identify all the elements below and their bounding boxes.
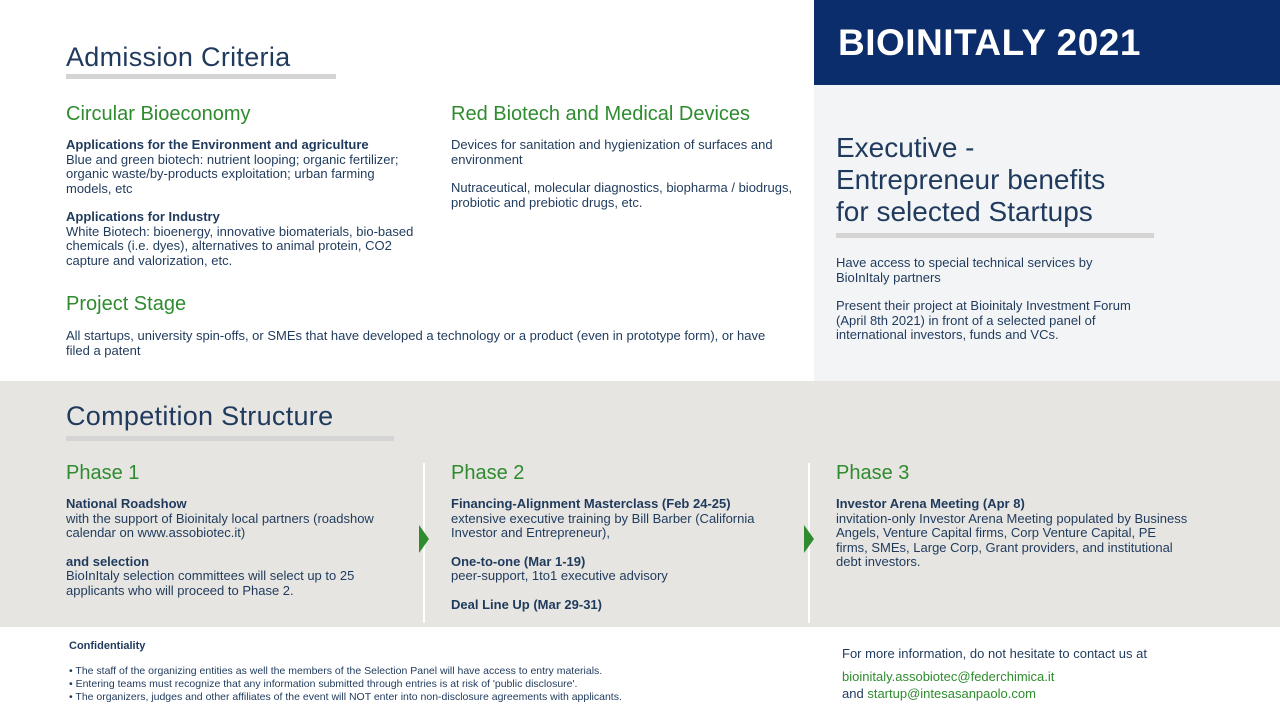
admission-title: Admission Criteria xyxy=(66,42,291,72)
phase3-investor-arena-text: invitation-only Investor Arena Meeting populated by Business Angels, Venture Capital firms, Corp Venture Capital, PE firms, SMEs, Large Corp, Grant providers, and institutional debt investors. xyxy=(836,510,1188,569)
confidentiality-title: Confidentiality xyxy=(69,640,146,652)
benefits-underline xyxy=(836,233,1154,238)
red-p2: Nutraceutical, molecular diagnostics, biopharma / biodrugs, probiotic and prebiotic drugs, etc. xyxy=(451,180,793,210)
competition-underline xyxy=(66,436,394,441)
phase3-content xyxy=(836,497,1191,584)
contact-intro: For more information, do not hesitate to contact us at xyxy=(842,646,1147,661)
confidentiality-item: • Entering teams must recognize that any information submitted through entries is at risk of 'public disclosure'. xyxy=(69,678,578,690)
confidentiality-item: • The staff of the organizing entities as well the members of the Selection Panel will have access to entry materials. xyxy=(69,665,603,677)
phase1-selection: and selection xyxy=(66,553,150,569)
competition-section xyxy=(0,381,1280,627)
banner-title: BIOINITALY 2021 xyxy=(838,22,1141,63)
red-biotech-heading: Red Biotech and Medical Devices xyxy=(451,103,751,125)
phase2-content xyxy=(451,497,801,612)
email-link-assobiotec[interactable]: bioinitaly.assobiotec@federchimica.it xyxy=(842,669,1055,684)
industry-text: White Biotech: bioenergy, innovative biomaterials, bio-based chemicals (i.e. dyes), alternatives to animal protein, CO2 capture and valorization, etc. xyxy=(66,223,414,268)
phase2-heading: Phase 2 xyxy=(451,462,525,484)
circular-section xyxy=(66,138,416,282)
confidentiality-list xyxy=(69,665,799,704)
benefit-access: Have access to special technical services by BioInItaly partners xyxy=(836,255,1093,285)
benefits-panel xyxy=(814,85,1280,381)
circular-heading: Circular Bioeconomy xyxy=(66,103,251,125)
env-title: Applications for the Environment and agriculture xyxy=(66,137,369,152)
phase2-deal-line-up: Deal Line Up (Mar 29-31) xyxy=(451,596,602,612)
phase2-one-to-one-text: peer-support, 1to1 executive advisory xyxy=(451,568,668,583)
phase1-roadshow: National Roadshow xyxy=(66,496,187,511)
phase1-heading: Phase 1 xyxy=(66,462,140,484)
red-biotech-section xyxy=(451,138,796,224)
chevron-right-icon xyxy=(419,525,429,553)
project-stage-heading: Project Stage xyxy=(66,293,187,315)
project-stage-text: All startups, university spin-offs, or SMEs that have developed a technology or a product (even in prototype form), or have filed a patent xyxy=(66,328,766,358)
benefits-title: Executive - Entrepreneur benefits for selected Startups xyxy=(836,132,1106,227)
industry-title: Applications for Industry xyxy=(66,209,220,224)
phase1-content xyxy=(66,497,411,612)
env-text: Blue and green biotech: nutrient looping; organic fertilizer; organic waste/by-products exploitation; urban farming models, etc xyxy=(66,151,399,196)
email-link-intesa[interactable]: startup@intesasanpaolo.com xyxy=(867,686,1036,701)
phase1-selection-text: BioInItaly selection committees will select up to 25 applicants who will proceed to Phase 2. xyxy=(66,568,355,598)
chevron-right-icon xyxy=(804,525,814,553)
admission-underline xyxy=(66,74,336,79)
red-p1: Devices for sanitation and hygienization of surfaces and environment xyxy=(451,137,773,167)
phase3-heading: Phase 3 xyxy=(836,462,910,484)
phase2-masterclass-text: extensive executive training by Bill Barber (California Investor and Entrepreneur), xyxy=(451,510,755,540)
contact-and: and xyxy=(842,686,864,701)
phase2-one-to-one: One-to-one (Mar 1-19) xyxy=(451,553,586,569)
benefits-text xyxy=(836,256,1146,357)
title-banner xyxy=(814,0,1280,85)
confidentiality-item: • The organizers, judges and other affiliates of the event will NOT enter into non-disclosure agreements with applicants. xyxy=(69,691,622,703)
phase3-investor-arena: Investor Arena Meeting (Apr 8) xyxy=(836,496,1025,511)
phase2-masterclass: Financing-Alignment Masterclass (Feb 24-25) xyxy=(451,496,731,511)
competition-title: Competition Structure xyxy=(66,401,334,431)
contact-section xyxy=(842,645,1262,702)
benefit-present: Present their project at Bioinitaly Investment Forum (April 8th 2021) in front of a selected panel of international investors, funds and VCs. xyxy=(836,298,1131,342)
phase1-roadshow-text: with the support of Bioinitaly local partners (roadshow calendar on www.assobiotec.it) xyxy=(66,510,374,540)
